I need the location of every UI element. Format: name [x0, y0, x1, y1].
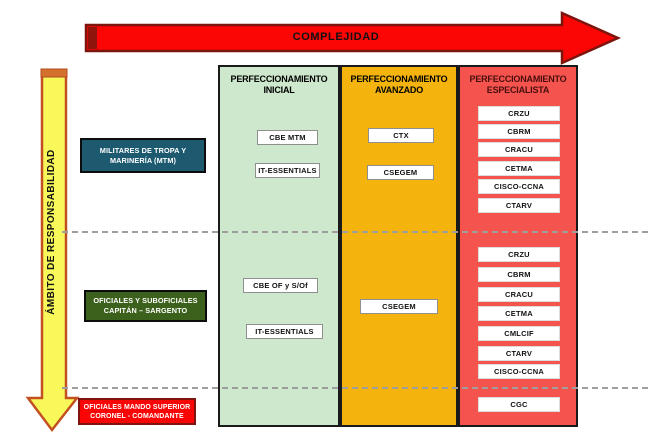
course-box-it-essentials: IT-ESSENTIALS: [255, 163, 320, 178]
course-box-csegem: CSEGEM: [367, 165, 434, 180]
course-box-ctarv: CTARV: [478, 346, 560, 361]
course-box-crzu: CRZU: [478, 106, 560, 121]
group-label-line1: OFICIALES Y SUBOFICIALES: [93, 296, 198, 305]
column-header-line1: PERFECCIONAMIENTO: [230, 74, 328, 84]
course-box-cmlcif: CMLCIF: [478, 326, 560, 341]
course-box-ctarv: CTARV: [478, 198, 560, 213]
course-box-cetma: CETMA: [478, 306, 560, 321]
course-box-csegem: CSEGEM: [360, 299, 438, 314]
column-header-avanzado: [342, 67, 456, 96]
course-box-cbe-mtm: CBE MTM: [257, 130, 318, 145]
row-divider-2: [62, 387, 648, 389]
course-box-cbe-of-sof: CBE OF y S/Of: [243, 278, 318, 293]
course-box-cbrm: CBRM: [478, 124, 560, 139]
column-header-line2: AVANZADO: [374, 85, 424, 95]
group-label-line2: CAPITÁN – SARGENTO: [103, 306, 188, 315]
column-header-inicial: [220, 67, 338, 96]
column-perfeccionamiento-inicial: [218, 65, 340, 427]
course-box-cgc: CGC: [478, 397, 560, 412]
complexity-arrow-label: COMPLEJIDAD: [292, 31, 380, 43]
column-perfeccionamiento-avanzado: [340, 65, 458, 427]
group-label-mando-superior: [78, 398, 196, 425]
group-label-line2: CORONEL - COMANDANTE: [90, 412, 184, 420]
group-label-mtm: [80, 138, 206, 173]
row-divider-1: [62, 231, 648, 233]
group-label-line1: OFICIALES MANDO SUPERIOR: [83, 403, 191, 411]
course-box-crzu: CRZU: [478, 247, 560, 262]
column-header-line1: PERFECCIONAMIENTO: [469, 74, 567, 84]
group-label-line2: MARINERÍA (MTM): [109, 155, 177, 165]
course-box-cetma: CETMA: [478, 161, 560, 176]
course-box-cracu: CRACU: [478, 142, 560, 157]
course-box-cisco-ccna: CISCO-CCNA: [478, 179, 560, 194]
course-box-cisco-ccna: CISCO-CCNA: [478, 364, 560, 379]
responsibility-arrow-label: ÁMBITO DE RESPONSABILIDAD: [46, 149, 57, 315]
column-header-line2: INICIAL: [263, 85, 295, 95]
course-box-cracu: CRACU: [478, 287, 560, 302]
group-label-oficiales-suboficiales: [84, 290, 207, 322]
course-box-cbrm: CBRM: [478, 267, 560, 282]
column-header-line2: ESPECIALISTA: [486, 85, 550, 95]
course-box-ctx: CTX: [368, 128, 434, 143]
column-header-especialista: [460, 67, 576, 96]
course-box-it-essentials: IT-ESSENTIALS: [246, 324, 323, 339]
column-header-line1: PERFECCIONAMIENTO: [350, 74, 448, 84]
group-label-line1: MILITARES DE TROPA Y: [99, 145, 187, 155]
